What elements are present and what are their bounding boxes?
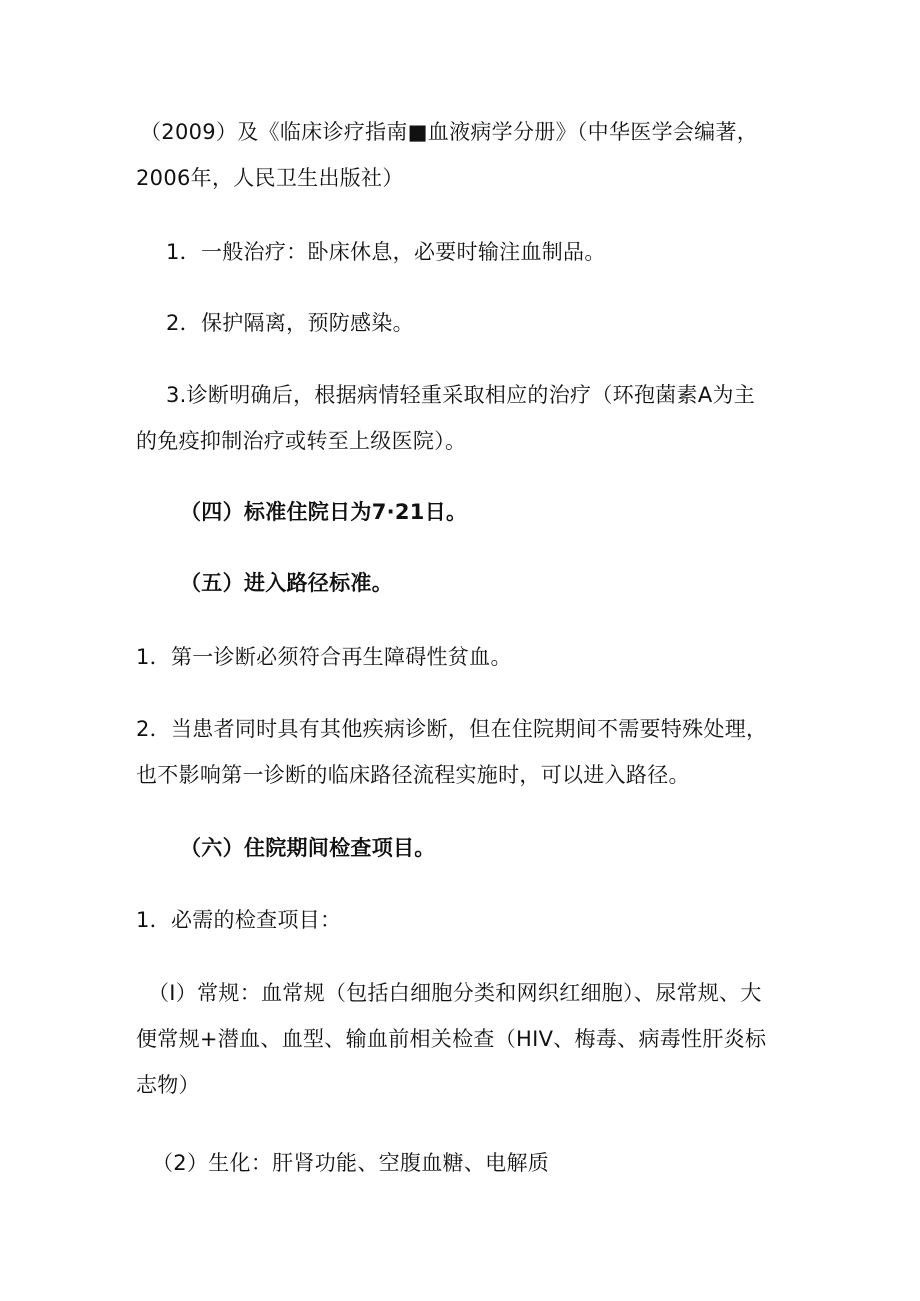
paragraph-line: 便常规+潜血、血型、输血前相关检查（HIV、梅毒、病毒性肝炎标 (136, 1027, 767, 1051)
paragraph-line: 2006年，人民卫生出版社） (136, 166, 404, 190)
paragraph-line: 的免疫抑制治疗或转至上级医院）。 (136, 429, 467, 453)
paragraph-line: （I）常规：血常规（包括白细胞分类和网织红细胞）、尿常规、大 (148, 981, 762, 1005)
paragraph-line: 3.诊断明确后，根据病情轻重采取相应的治疗（环孢菌素A为主 (166, 383, 756, 407)
paragraph-line: 1．第一诊断必须符合再生障碍性贫血。 (136, 645, 512, 669)
section-heading: （六）住院期间检查项目。 (180, 836, 436, 860)
paragraph-line: 1．一般治疗：卧床休息，必要时输注血制品。 (166, 240, 606, 264)
paragraph-line: 也不影响第一诊断的临床路径流程实施时，可以进入路径。 (136, 763, 690, 787)
paragraph-line: 2．保护隔离，预防感染。 (166, 311, 414, 335)
paragraph-line: （2）生化：肝肾功能、空腹血糖、电解质 (152, 1151, 550, 1175)
paragraph-line: 1．必需的检查项目： (136, 908, 342, 932)
section-heading: （四）标准住院日为7·21日。 (180, 500, 468, 524)
section-heading: （五）进入路径标准。 (180, 571, 393, 595)
paragraph-line: （2009）及《临床诊疗指南■血液病学分册》（中华医学会编著， (140, 120, 759, 144)
paragraph-line: 2．当患者同时具有其他疾病诊断，但在住院期间不需要特殊处理， (136, 717, 768, 741)
paragraph-line: 志物） (136, 1073, 200, 1097)
